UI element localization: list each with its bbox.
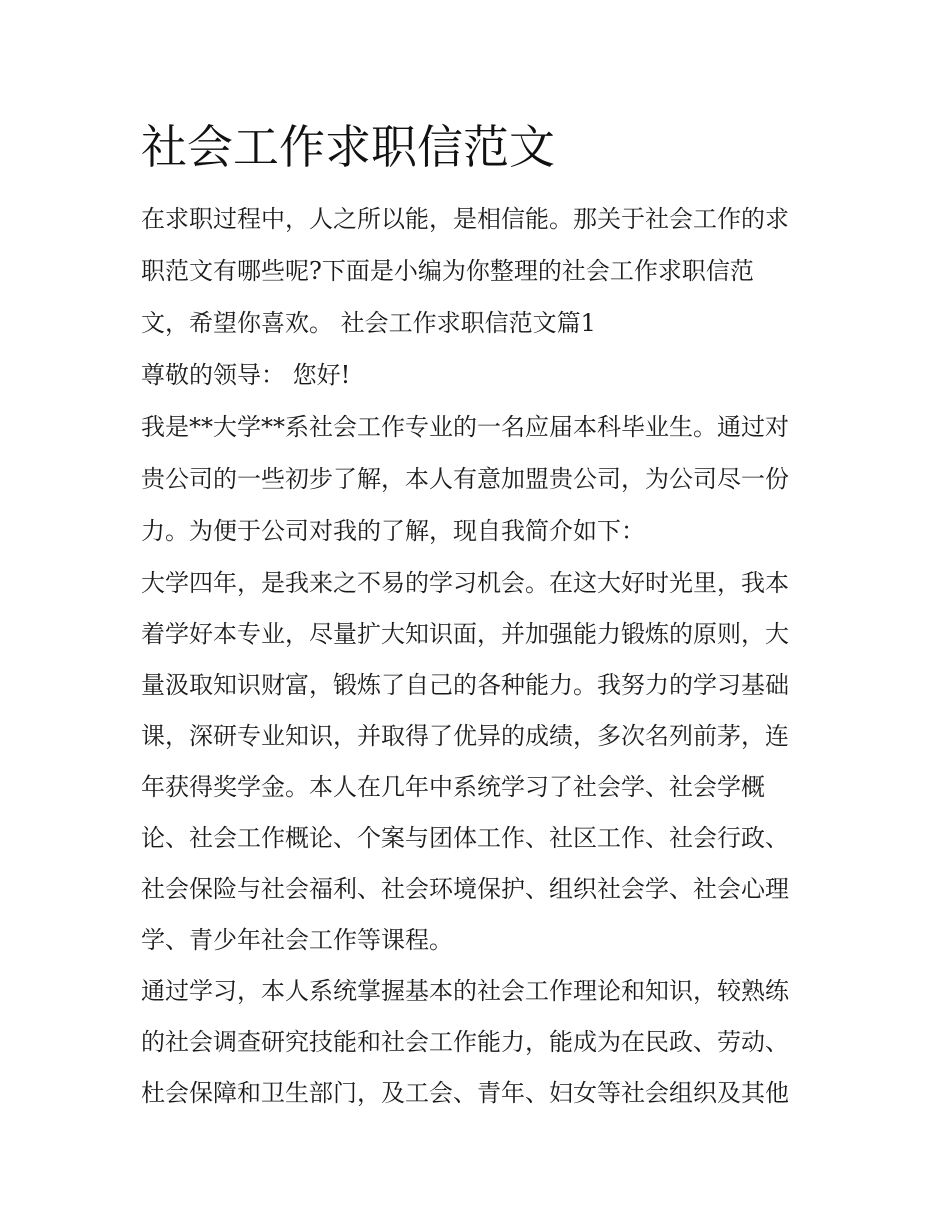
salutation-line: 尊敬的领导： 您好! [141,361,351,389]
body-line: 力。为便于公司对我的了解，现自我简介如下： [141,517,645,545]
body-line: 在求职过程中，人之所以能，是相信能。那关于社会工作的求 [141,205,789,233]
body-line: 职范文有哪些呢?下面是小编为你整理的社会工作求职信范 [141,257,754,285]
body-line: 着学好本专业，尽量扩大知识面，并加强能力锻炼的原则，大 [141,620,789,648]
body-line: 课，深研专业知识，并取得了优异的成绩，多次名列前茅，连 [141,722,789,750]
document-title: 社会工作求职信范文 [141,120,555,174]
body-line: 文，希望你喜欢。 社会工作求职信范文篇1 [141,309,596,337]
body-line: 年获得奖学金。本人在几年中系统学习了社会学、社会学概 [141,773,765,801]
body-line: 杜会保障和卫生部门，及工会、青年、妇女等社会组织及其他 [141,1079,789,1107]
body-line: 我是**大学**系社会工作专业的一名应届本科毕业生。通过对 [141,413,789,441]
body-line: 论、社会工作概论、个案与团体工作、社区工作、社会行政、 [141,824,789,852]
body-line: 社会保险与社会福利、社会环境保护、组织社会学、社会心理 [141,875,789,903]
body-line: 大学四年，是我来之不易的学习机会。在这大好时光里，我本 [141,569,789,597]
body-line: 的社会调查研究技能和社会工作能力，能成为在民政、劳动、 [141,1028,789,1056]
body-line: 通过学习，本人系统掌握基本的社会工作理论和知识，较熟练 [141,977,789,1005]
body-line: 量汲取知识财富，锻炼了自己的各种能力。我努力的学习基础 [141,671,789,699]
body-line: 贵公司的一些初步了解，本人有意加盟贵公司，为公司尽一份 [141,465,789,493]
body-line: 学、青少年社会工作等课程。 [141,926,453,954]
